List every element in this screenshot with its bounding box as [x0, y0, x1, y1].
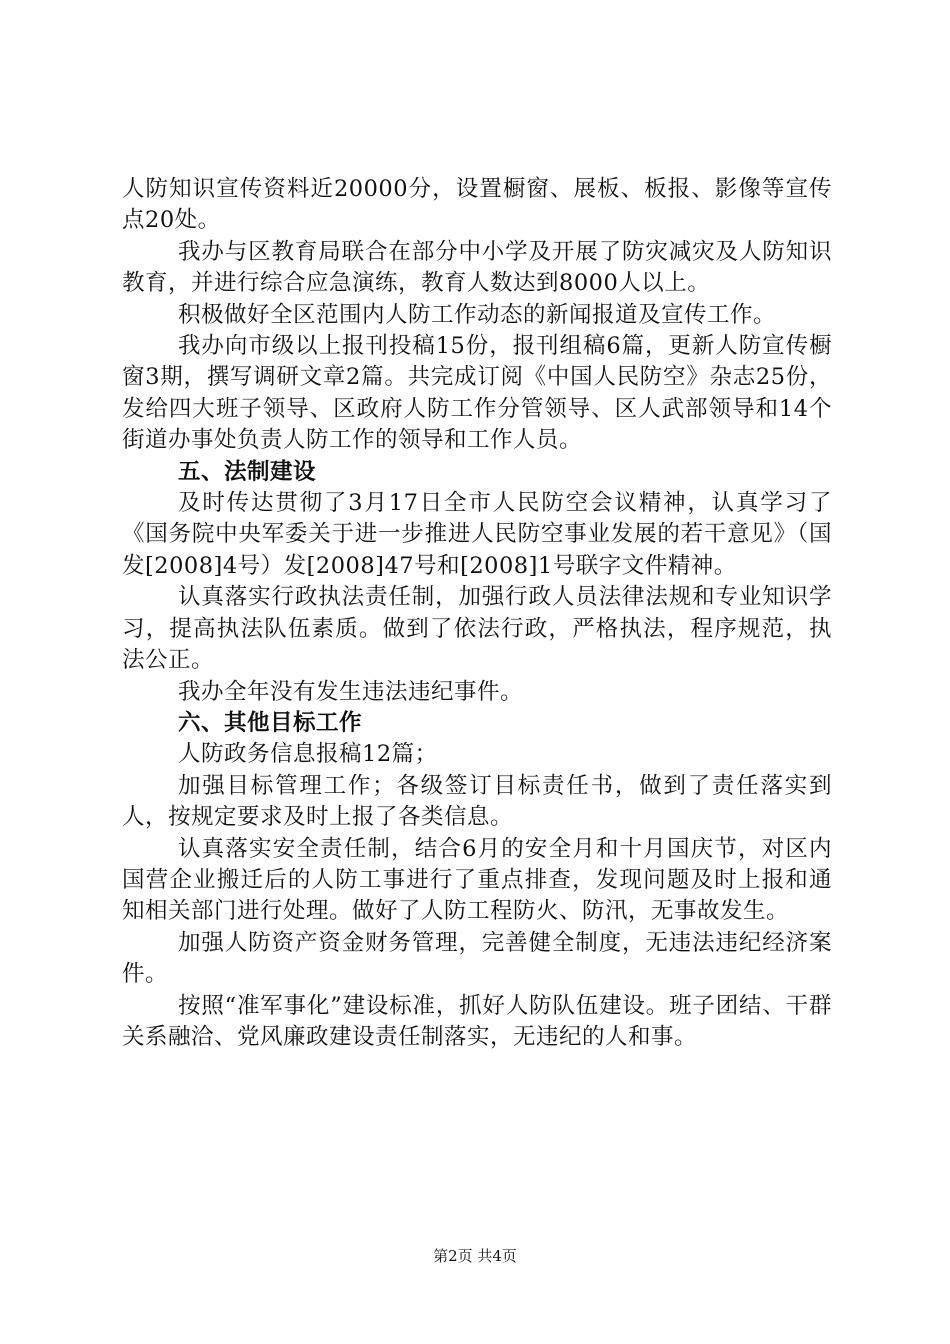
- paragraph-no-violations: 我办全年没有发生违法违纪事件。: [178, 678, 524, 705]
- paragraph-finance-management: 加强人防资产资金财务管理，完善健全制度，无违法违纪经济案件。: [122, 929, 832, 988]
- page-number-footer: 第2页 共4页: [433, 1247, 517, 1265]
- paragraph-law-enforcement: 认真落实行政执法责任制，加强行政人员法律法规和专业知识学习，提高执法队伍素质。做到了依法行政，严格执法，程序规范，执法公正。: [122, 584, 832, 674]
- paragraph-safety-responsibility: 认真落实安全责任制，结合6月的安全月和十月国庆节，对区内国营企业搬迁后的人防工事进行了重点排查，发现问题及时上报和通知相关部门进行处理。做好了人防工程防火、防汛，无事故发生。: [122, 835, 832, 925]
- paragraph-team-building: 按照“准军事化”建设标准，抓好人防队伍建设。班子团结、干群关系融洽、党风廉政建设责任制落实，无违纪的人和事。: [122, 992, 832, 1050]
- paragraph-publicity-materials: 人防知识宣传资料近20000分，设置橱窗、展板、板报、影像等宣传点20处。: [122, 176, 832, 234]
- document-body: [122, 174, 832, 1053]
- paragraph-info-reports: 人防政务信息报稿12篇；: [178, 741, 438, 768]
- paragraph-submissions: 我办向市级以上报刊投稿15份，报刊组稿6篇，更新人防宣传橱窗3期，撰写调研文章2篇。共完成订阅《中国人民防空》杂志25份，发给四大班子领导、区政府人防工作分管领导、区人武部领导和14个街道办事处负责人防工作的领导和工作人员。: [122, 333, 832, 454]
- section-heading-legal: 五、法制建设: [178, 458, 317, 485]
- paragraph-news-reporting: 积极做好全区范围内人防工作动态的新闻报道及宣传工作。: [178, 301, 777, 328]
- paragraph-target-management: 加强目标管理工作；各级签订目标责任书，做到了责任落实到人，按规定要求及时上报了各类信息。: [122, 772, 832, 831]
- section-heading-other-goals: 六、其他目标工作: [178, 709, 363, 736]
- paragraph-meeting-spirit: 及时传达贯彻了3月17日全市人民防空会议精神，认真学习了《国务院中央军委关于进一步推进人民防空事业发展的若干意见》（国发[2008]4号）发[2008]47号和[2008]1号联字文件精神。: [122, 490, 832, 579]
- paragraph-education-drill: 我办与区教育局联合在部分中小学及开展了防灾减灾及人防知识教育，并进行综合应急演练，教育人数达到8000人以上。: [122, 238, 832, 297]
